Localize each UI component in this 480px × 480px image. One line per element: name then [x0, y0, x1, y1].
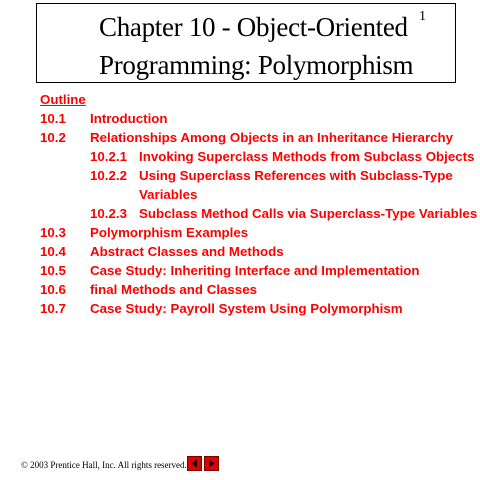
outline-item-10-2-2 [40, 166, 480, 204]
title-box [36, 3, 456, 83]
outline [40, 90, 480, 318]
outline-item-10-2 [40, 128, 480, 147]
page-number: 1 [419, 9, 426, 24]
outline-item-text: Case Study: Payroll System Using Polymorphism [90, 301, 403, 316]
outline-item-10-6 [40, 280, 480, 299]
outline-item-text: Relationships Among Objects in an Inheritance Hierarchy [90, 130, 454, 145]
outline-item-10-2-1 [40, 147, 480, 166]
outline-item-number: 10.7 [40, 301, 66, 316]
outline-heading: Outline [40, 92, 86, 107]
outline-item-text: Subclass Method Calls via Superclass-Type Variables [139, 206, 478, 221]
outline-item-10-2-3 [40, 204, 480, 223]
outline-item-10-7 [40, 299, 480, 318]
outline-item-text: Abstract Classes and Methods [90, 244, 284, 259]
outline-item-number: 10.2 [40, 130, 66, 145]
outline-item-text: Polymorphism Examples [90, 225, 249, 240]
outline-item-number: 10.4 [40, 244, 66, 259]
outline-item-number: 10.3 [40, 225, 66, 240]
outline-item-number: 10.2.3 [90, 206, 127, 221]
outline-item-10-4 [40, 242, 480, 261]
slide-title-line1: Chapter 10 - Object-Oriented [99, 12, 408, 42]
outline-item-text: final Methods and Classes [90, 282, 257, 297]
outline-item-10-3 [40, 223, 480, 242]
outline-item-number: 10.5 [40, 263, 66, 278]
outline-item-text: Invoking Superclass Methods from Subclass Objects [139, 149, 475, 164]
outline-item-10-5 [40, 261, 480, 280]
previous-slide-button[interactable] [187, 456, 202, 471]
left-arrow-icon [188, 457, 201, 470]
outline-item-text: Using Superclass References with Subclass-Type [139, 168, 453, 183]
outline-item-text-continued: Variables [139, 187, 198, 202]
next-slide-button[interactable] [204, 456, 219, 471]
outline-item-number: 10.2.1 [90, 149, 127, 164]
right-arrow-icon [205, 457, 218, 470]
outline-item-number: 10.1 [40, 111, 66, 126]
outline-item-number: 10.2.2 [90, 168, 127, 183]
outline-item-text: Case Study: Inheriting Interface and Implementation [90, 263, 420, 278]
slide-title-line2: Programming: Polymorphism [99, 50, 414, 80]
outline-item-number: 10.6 [40, 282, 66, 297]
outline-item-text: Introduction [90, 111, 168, 126]
copyright-footer: © 2003 Prentice Hall, Inc. All rights reserved. [21, 460, 187, 470]
outline-item-10-1 [40, 109, 480, 128]
